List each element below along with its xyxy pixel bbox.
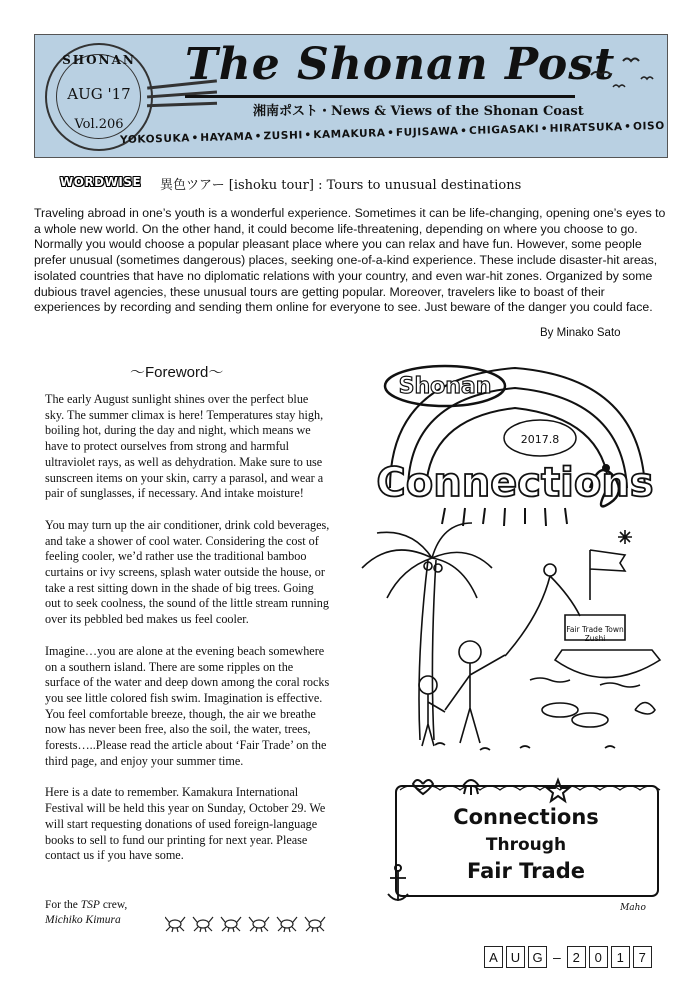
title-underline xyxy=(185,95,575,98)
wordwise-article: Traveling abroad in one’s youth is a wonderful experience. Sometimes it can be life-changing, opening one’s eyes to a whole new world. On the other hand, it could become life-threatening, depending on where you choose to go. Normally you would choose a popular pleasant place where you can relax and have fun. However, some people prefer unusual (sometimes dangerous) places, seeking one-of-a-kind experience. These include disaster-hit areas, isolated countries that have no diplomatic relations with your country, and even war-hit zones. Organized by some dubious travel agencies, these unusual tours are getting popular. Moreover, travelers like to boast of their experiences by recording and sending them online for everyone to see. Just beware of the danger you could face. xyxy=(34,206,666,315)
wordwise-label: WORDWISE xyxy=(60,175,142,189)
foreword-body xyxy=(45,392,330,880)
boat-sign-line2: Zushi xyxy=(584,634,606,643)
foreword-paragraph: The early August sunlight shines over the perfect blue sky. The summer climax is here! Temperatures stay high, boiling hot, during the day and night, which means we have to protect ourselves from strong and harmful ultraviolet rays, as well as dehydration. Make sure to use sunscreen items on your skin, carry a parasol, and wear a pair of sunglasses, if necessary. And intake moisture! xyxy=(45,392,324,501)
city-separator: • xyxy=(304,129,312,142)
city-separator: • xyxy=(191,132,199,145)
connections-through-fair-trade-banner xyxy=(378,776,668,916)
foreword-signoff xyxy=(45,898,127,927)
illustration-date-badge: 2017.8 xyxy=(520,433,560,446)
foreword-paragraph: Here is a date to remember. Kamakura International Festival will be held this year on Sunday, October 29. We will start requesting donations of used foreign-language books to sell to fund our printing for next year. Please contact us if you have some. xyxy=(45,785,326,863)
signoff-suffix: crew, xyxy=(99,899,128,911)
date-box-year: 0 xyxy=(589,946,608,968)
date-box-year: 1 xyxy=(611,946,630,968)
city-name: CHIGASAKI xyxy=(468,123,540,137)
date-dash: – xyxy=(553,949,561,965)
foreword-paragraph: Imagine…you are alone at the evening beach somewhere on a southern island. There are some ripples on the surface of the water and deep down among the coral rocks you see little colored fish swim. Imagination is effective. You feel comfortable breeze, though, the air we breathe now has never been free, also the soil, the water, trees, forests…..Please read the article about ‘Fair Trade’ on the third page, and enjoy your summer time. xyxy=(45,643,330,768)
city-separator: • xyxy=(624,120,632,133)
date-box-year: 2 xyxy=(567,946,586,968)
signoff-author: Michiko Kimura xyxy=(45,913,121,926)
boat-sign-line1: Fair Trade Town xyxy=(566,625,624,634)
stamp-date: AUG '17 xyxy=(67,85,131,103)
city-separator: • xyxy=(460,125,468,138)
newspaper-subtitle: 湘南ポスト・News & Views of the Shonan Coast xyxy=(253,104,584,119)
artist-signature: Maho xyxy=(620,903,646,913)
date-box-month: A xyxy=(484,946,503,968)
city-name: YOKOSUKA xyxy=(119,132,191,147)
city-name: HAYAMA xyxy=(200,130,254,145)
wordwise-byline: By Minako Sato xyxy=(540,327,621,339)
banner-line3: Fair Trade xyxy=(467,859,585,883)
city-list xyxy=(120,120,665,146)
city-name: KAMAKURA xyxy=(313,127,386,142)
signoff-tsp: TSP xyxy=(80,899,100,911)
crabs-icon xyxy=(165,912,345,934)
city-name: FUJISAWA xyxy=(395,125,459,139)
foreword-heading: ～Foreword～ xyxy=(130,364,224,381)
beach-fair-trade-illustration xyxy=(350,510,675,770)
city-separator: • xyxy=(386,126,395,140)
banner-line2: Through xyxy=(485,835,567,855)
newspaper-title: The Shonan Post xyxy=(185,39,616,90)
date-box-month: G xyxy=(528,946,547,968)
banner-line1: Connections xyxy=(453,805,599,829)
city-name: OISO xyxy=(632,119,665,133)
date-box-month: U xyxy=(506,946,525,968)
wordwise-term: 異色ツアー [ishoku tour] : Tours to unusual destinations xyxy=(160,178,522,193)
city-name: ZUSHI xyxy=(263,129,304,143)
signoff-prefix: For the xyxy=(45,899,81,911)
shonan-connections-illustration xyxy=(350,338,675,538)
date-box-year: 7 xyxy=(633,946,652,968)
seagulls-icon xyxy=(583,45,663,95)
city-name: HIRATSUKA xyxy=(549,120,623,135)
issue-date-boxes xyxy=(484,946,655,968)
city-separator: • xyxy=(540,122,549,136)
foreword-paragraph: You may turn up the air conditioner, drink cold beverages, and take a shower of cool water. Considering the cost of feeling cooler, we’d rather use the traditional bamboo curtains or ivy screens, splash water outside the house, or take a rest sitting down in the shade of big trees. Going out to seek coolness, the sound of the little stream running over its pebbled bed makes us feel cooler. xyxy=(45,517,330,627)
postmark-line xyxy=(147,102,217,107)
masthead xyxy=(34,34,668,158)
city-separator: • xyxy=(254,130,263,143)
stamp-volume: Vol.206 xyxy=(74,117,124,132)
rainbow-title: Shonan xyxy=(398,374,492,399)
stamp-shonan-text: SHONAN xyxy=(62,53,136,67)
connections-title: Connections xyxy=(376,460,654,506)
